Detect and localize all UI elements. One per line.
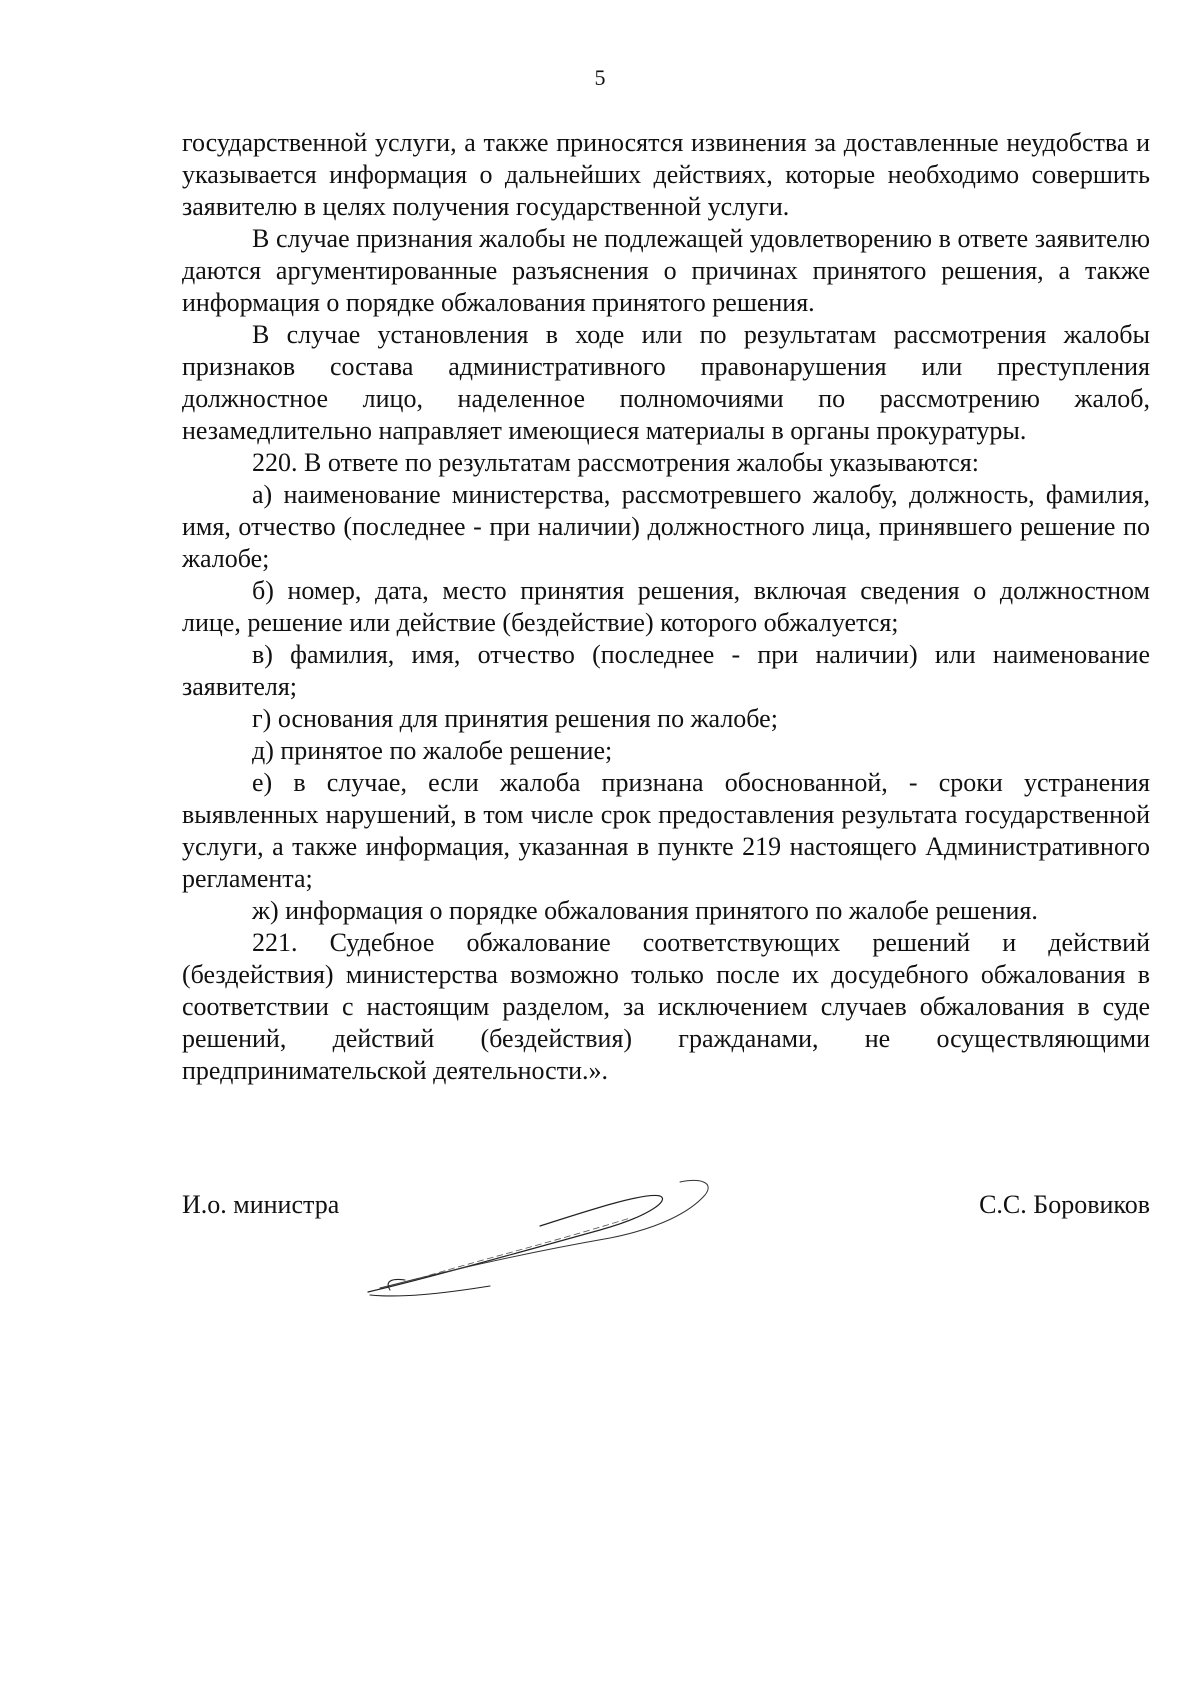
document-body (182, 127, 1150, 1087)
list-item: г) основания для принятия решения по жалобе; (252, 704, 778, 733)
signer-position: И.о. министра (182, 1190, 340, 1219)
paragraph: 220. В ответе по результатам рассмотрения жалобы указываются: (252, 448, 979, 477)
paragraph: В случае признания жалобы не подлежащей удовлетворению в ответе заявителю даются аргументированные разъяснения о причинах принятого решения, а также информация о порядке обжалования принятого решения. (182, 224, 1150, 317)
page-number: 5 (594, 65, 606, 90)
list-item: б) номер, дата, место принятия решения, включая сведения о должностном лице, решение или действие (бездействие) которого обжалуется; (182, 576, 1150, 637)
list-item: д) принятое по жалобе решение; (252, 736, 613, 765)
list-item: ж) информация о порядке обжалования принятого по жалобе решения. (252, 896, 1038, 925)
signer-name: С.С. Боровиков (979, 1190, 1150, 1219)
list-item: а) наименование министерства, рассмотревшего жалобу, должность, фамилия, имя, отчество (последнее - при наличии) должностного лица, принявшего решение по жалобе; (182, 480, 1150, 573)
list-item: е) в случае, если жалоба признана обоснованной, - сроки устранения выявленных нарушений, в том числе срок предоставления результата государственной услуги, а также информация, указанная в пункте 219 настоящего Административного регламента; (182, 768, 1150, 893)
handwritten-signature (360, 1160, 740, 1310)
list-item: в) фамилия, имя, отчество (последнее - при наличии) или наименование заявителя; (182, 640, 1150, 701)
paragraph: 221. Судебное обжалование соответствующих решений и действий (бездействия) министерства возможно только после их досудебного обжалования в соответствии с настоящим разделом, за исключением случаев обжалования в суде решений, действий (бездействия) гражданами, не осуществляющими предпринимательской деятельности.». (182, 928, 1150, 1085)
paragraph: В случае установления в ходе или по результатам рассмотрения жалобы признаков состава административного правонарушения или преступления должностное лицо, наделенное полномочиями по рассмотрению жалоб, незамедлительно направляет имеющиеся материалы в органы прокуратуры. (182, 320, 1150, 445)
paragraph: государственной услуги, а также приносятся извинения за доставленные неудобства и указывается информация о дальнейших действиях, которые необходимо совершить заявителю в целях получения государственной услуги. (182, 128, 1150, 221)
